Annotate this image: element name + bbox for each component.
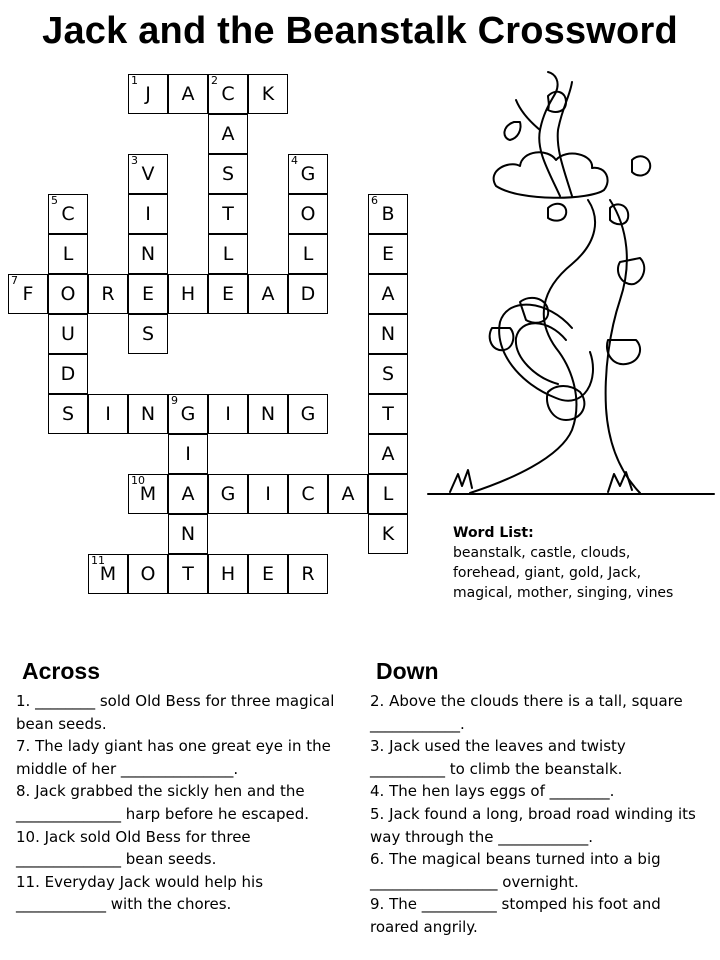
cell-letter: R bbox=[101, 283, 115, 305]
cell-letter: A bbox=[181, 83, 195, 105]
crossword-cell bbox=[208, 274, 248, 314]
crossword-cell bbox=[168, 74, 208, 114]
clue-line: 4. The hen lays eggs of ________. bbox=[370, 782, 615, 801]
cell-letter: A bbox=[341, 483, 355, 505]
crossword-cell bbox=[48, 394, 88, 434]
clue-number: 3 bbox=[131, 154, 138, 167]
cell-letter: L bbox=[382, 483, 394, 505]
crossword-cell bbox=[8, 274, 48, 314]
crossword-cell bbox=[288, 194, 328, 234]
clue-line: 6. The magical beans turned into a big bbox=[370, 850, 661, 869]
crossword-cell bbox=[128, 314, 168, 354]
crossword-cell bbox=[368, 434, 408, 474]
cell-letter: L bbox=[302, 243, 314, 265]
clue-line: ______________ harp before he escaped. bbox=[16, 804, 309, 823]
cell-letter: O bbox=[60, 283, 76, 305]
word-list-line: beanstalk, castle, clouds, bbox=[453, 545, 631, 561]
clue-line: 7. The lady giant has one great eye in the bbox=[16, 737, 331, 756]
crossword-cell bbox=[128, 234, 168, 274]
crossword-cell bbox=[368, 474, 408, 514]
crossword-cell bbox=[248, 394, 288, 434]
crossword-cell bbox=[248, 474, 288, 514]
crossword-cell bbox=[208, 474, 248, 514]
cell-letter: N bbox=[140, 243, 156, 265]
cell-letter: E bbox=[261, 563, 274, 585]
crossword-cell bbox=[88, 274, 128, 314]
clue-number: 1 bbox=[131, 74, 138, 87]
across-clues bbox=[16, 690, 361, 916]
cell-letter: V bbox=[141, 163, 155, 185]
clue-line: 1. ________ sold Old Bess for three magical bbox=[16, 692, 335, 710]
clue-line: 10. Jack sold Old Bess for three bbox=[16, 827, 251, 846]
cell-letter: S bbox=[61, 403, 75, 425]
crossword-cell bbox=[48, 354, 88, 394]
clue-number: 5 bbox=[51, 194, 58, 207]
crossword-cell bbox=[208, 114, 248, 154]
cell-letter: N bbox=[140, 403, 156, 425]
cell-letter: H bbox=[220, 563, 236, 585]
crossword-cell bbox=[368, 514, 408, 554]
clue-line: __________ to climb the beanstalk. bbox=[370, 759, 623, 778]
crossword-cell bbox=[128, 554, 168, 594]
crossword-cell bbox=[128, 474, 168, 514]
cell-letter: A bbox=[381, 443, 395, 465]
cell-letter: A bbox=[221, 123, 235, 145]
crossword-cell bbox=[368, 394, 408, 434]
crossword-cell bbox=[128, 394, 168, 434]
clue-line: way through the ____________. bbox=[370, 827, 593, 846]
clue-number: 7 bbox=[11, 274, 18, 287]
cell-letter: I bbox=[185, 443, 191, 465]
cell-letter: I bbox=[145, 203, 151, 225]
cell-letter: F bbox=[22, 283, 34, 305]
cell-letter: I bbox=[265, 483, 271, 505]
cell-letter: O bbox=[140, 563, 156, 585]
cell-letter: N bbox=[180, 523, 196, 545]
clue-number: 10 bbox=[131, 474, 145, 487]
clue-number: 11 bbox=[91, 554, 105, 567]
down-clues bbox=[370, 690, 715, 939]
cell-letter: A bbox=[181, 483, 195, 505]
crossword-cell bbox=[128, 74, 168, 114]
crossword-cell bbox=[208, 234, 248, 274]
across-heading: Across bbox=[22, 658, 100, 684]
cell-letter: E bbox=[381, 243, 394, 265]
cell-letter: R bbox=[301, 563, 315, 585]
clue-line: ____________. bbox=[370, 714, 465, 733]
crossword-cell bbox=[208, 154, 248, 194]
clue-line: 5. Jack found a long, broad road winding its bbox=[370, 804, 696, 823]
word-list-title: Word List: bbox=[453, 525, 534, 541]
clue-line: ____________ with the chores. bbox=[16, 895, 232, 914]
beanstalk-illustration bbox=[420, 60, 720, 510]
cell-letter: S bbox=[141, 323, 155, 345]
cell-letter: A bbox=[381, 283, 395, 305]
crossword-cell bbox=[288, 274, 328, 314]
crossword-cell bbox=[88, 394, 128, 434]
cell-letter: T bbox=[382, 403, 394, 425]
clue-line: 2. Above the clouds there is a tall, square bbox=[370, 692, 683, 710]
cell-letter: E bbox=[141, 283, 154, 305]
clue-line: 9. The __________ stomped his foot and bbox=[370, 895, 661, 914]
crossword-cell bbox=[368, 354, 408, 394]
word-list bbox=[453, 523, 718, 603]
crossword-cell bbox=[168, 474, 208, 514]
cell-letter: D bbox=[60, 363, 76, 385]
crossword-cell bbox=[248, 274, 288, 314]
crossword-cell bbox=[168, 514, 208, 554]
clue-line: bean seeds. bbox=[16, 714, 107, 733]
clue-line: roared angrily. bbox=[370, 917, 478, 936]
clue-line: _________________ overnight. bbox=[370, 872, 579, 891]
cell-letter: S bbox=[221, 163, 235, 185]
clue-line: 3. Jack used the leaves and twisty bbox=[370, 737, 626, 756]
crossword-cell bbox=[208, 194, 248, 234]
crossword-cell bbox=[368, 234, 408, 274]
clue-line: middle of her _______________. bbox=[16, 759, 239, 778]
clue-number: 4 bbox=[291, 154, 298, 167]
cell-letter: I bbox=[105, 403, 111, 425]
crossword-cell bbox=[208, 74, 248, 114]
crossword-cell bbox=[208, 394, 248, 434]
cell-letter: H bbox=[180, 283, 196, 305]
crossword-cell bbox=[48, 234, 88, 274]
cell-letter: N bbox=[380, 323, 396, 345]
cell-letter: T bbox=[222, 203, 234, 225]
crossword-cell bbox=[288, 474, 328, 514]
cell-letter: G bbox=[300, 163, 316, 185]
crossword-cell bbox=[248, 554, 288, 594]
cell-letter: N bbox=[260, 403, 276, 425]
clue-number: 6 bbox=[371, 194, 378, 207]
crossword-cell bbox=[48, 314, 88, 354]
cell-letter: C bbox=[221, 83, 235, 105]
crossword-cell bbox=[288, 554, 328, 594]
word-list-line: magical, mother, singing, vines bbox=[453, 585, 674, 601]
crossword-cell bbox=[168, 274, 208, 314]
clue-line: 8. Jack grabbed the sickly hen and the bbox=[16, 782, 305, 801]
crossword-cell bbox=[168, 554, 208, 594]
cell-letter: I bbox=[225, 403, 231, 425]
crossword-cell bbox=[88, 554, 128, 594]
crossword-cell bbox=[48, 194, 88, 234]
cell-letter: L bbox=[222, 243, 234, 265]
cell-letter: O bbox=[300, 203, 316, 225]
crossword-cell bbox=[208, 554, 248, 594]
crossword-cell bbox=[128, 194, 168, 234]
cell-letter: G bbox=[220, 483, 236, 505]
crossword-cell bbox=[368, 274, 408, 314]
cell-letter: K bbox=[261, 83, 275, 105]
cell-letter: B bbox=[381, 203, 395, 225]
crossword-cell bbox=[368, 194, 408, 234]
cell-letter: T bbox=[182, 563, 194, 585]
crossword-cell bbox=[288, 234, 328, 274]
cell-letter: L bbox=[62, 243, 74, 265]
crossword-cell bbox=[48, 274, 88, 314]
cell-letter: C bbox=[61, 203, 75, 225]
cell-letter: J bbox=[145, 83, 151, 105]
crossword-cell bbox=[128, 274, 168, 314]
cell-letter: C bbox=[301, 483, 315, 505]
cell-letter: K bbox=[381, 523, 395, 545]
clue-line: ______________ bean seeds. bbox=[16, 850, 217, 869]
crossword-cell bbox=[288, 154, 328, 194]
cell-letter: S bbox=[381, 363, 395, 385]
cell-letter: A bbox=[261, 283, 275, 305]
crossword-cell bbox=[168, 434, 208, 474]
cell-letter: G bbox=[180, 403, 196, 425]
page-title: Jack and the Beanstalk Crossword bbox=[42, 10, 678, 52]
cell-letter: D bbox=[300, 283, 316, 305]
clue-number: 9 bbox=[171, 394, 178, 407]
crossword-cell bbox=[128, 154, 168, 194]
crossword-cell bbox=[248, 74, 288, 114]
cell-letter: M bbox=[139, 483, 157, 505]
crossword-cell bbox=[368, 314, 408, 354]
cell-letter: E bbox=[221, 283, 234, 305]
crossword-cell bbox=[168, 394, 208, 434]
down-heading: Down bbox=[376, 658, 439, 684]
cell-letter: M bbox=[99, 563, 117, 585]
crossword-cell bbox=[288, 394, 328, 434]
word-list-line: forehead, giant, gold, Jack, bbox=[453, 565, 642, 581]
crossword-cell bbox=[328, 474, 368, 514]
cell-letter: U bbox=[61, 323, 75, 345]
clue-line: 11. Everyday Jack would help his bbox=[16, 872, 264, 891]
clue-number: 2 bbox=[211, 74, 218, 87]
cell-letter: G bbox=[300, 403, 316, 425]
